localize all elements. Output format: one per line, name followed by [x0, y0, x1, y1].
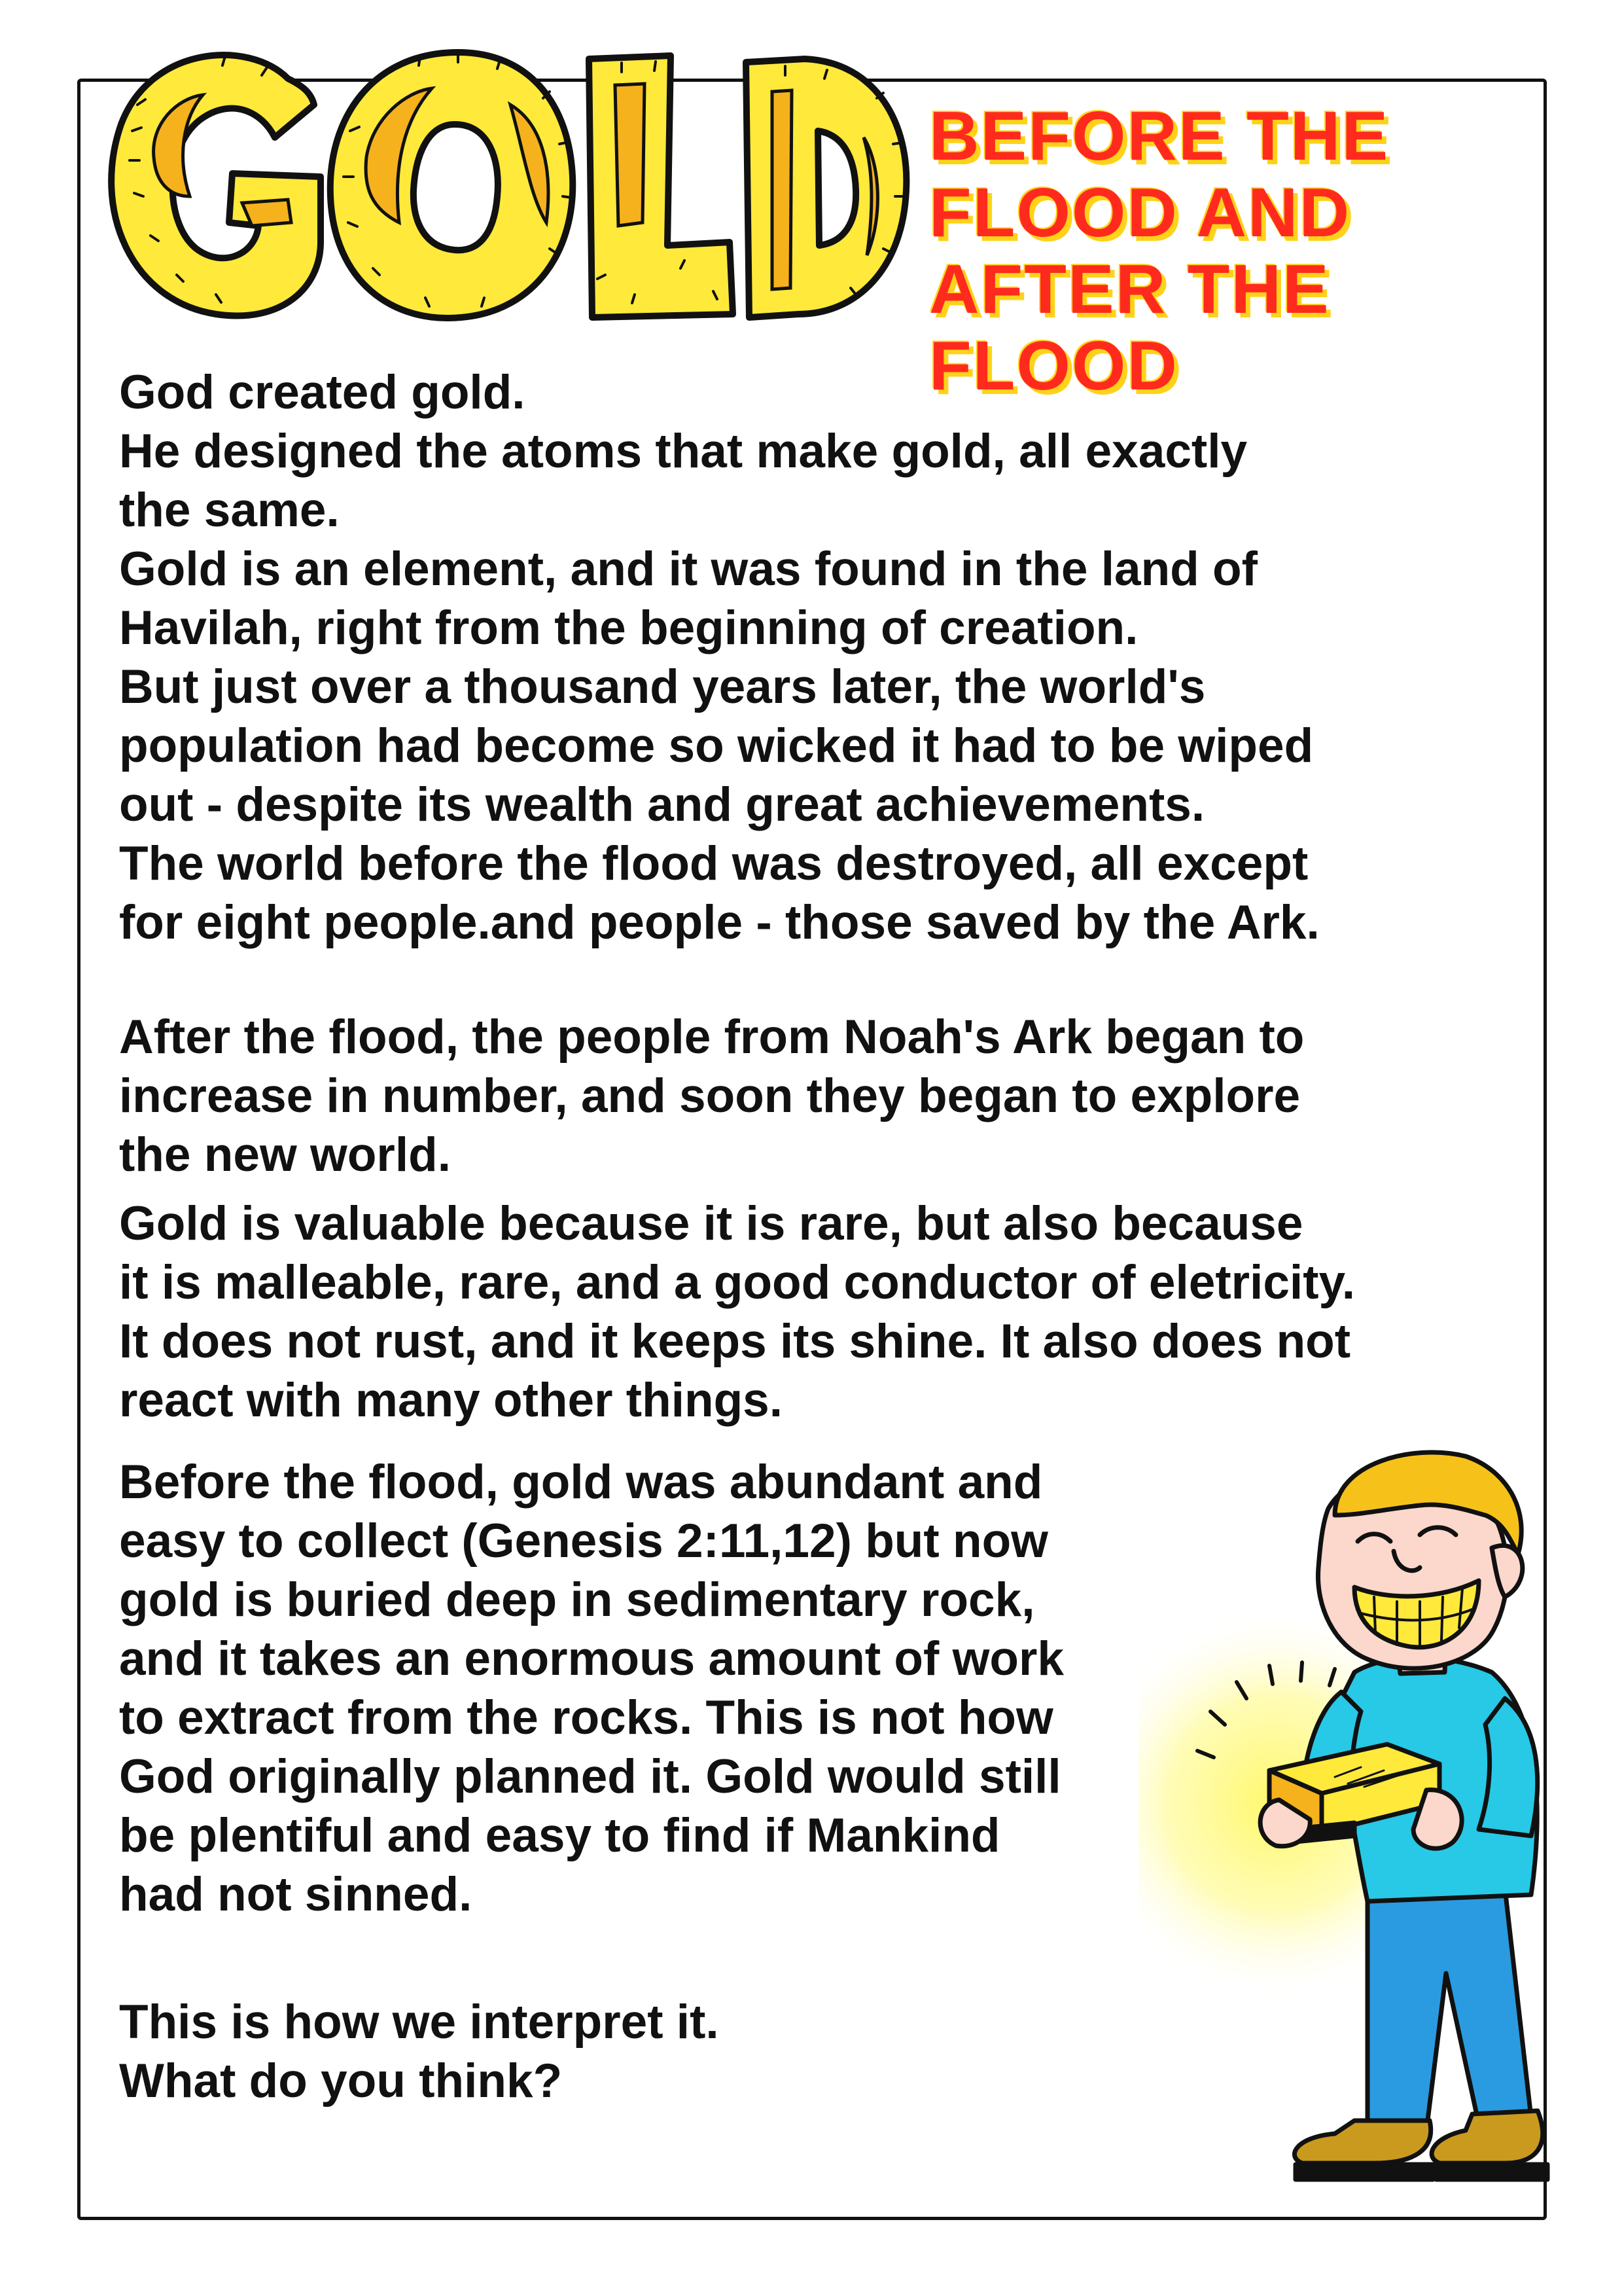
text-line: for eight people.and people - those saved by the Ark. — [119, 896, 1320, 949]
text-line: easy to collect (Genesis 2:11,12) but now — [119, 1515, 1048, 1568]
paragraph-closing — [119, 1993, 719, 2111]
logo-letter-l — [589, 56, 733, 317]
paragraph-after-flood — [119, 1008, 1304, 1185]
paragraph-creation — [119, 363, 1320, 952]
text-line: Havilah, right from the beginning of creation. — [119, 601, 1139, 655]
text-line: gold is buried deep in sedimentary rock, — [119, 1573, 1035, 1626]
text-line: to extract from the rocks. This is not how — [119, 1691, 1053, 1744]
text-line: What do you think? — [119, 2054, 563, 2108]
text-line: the new world. — [119, 1128, 451, 1181]
text-line: it is malleable, rare, and a good conductor of eletricity. — [119, 1256, 1355, 1309]
heading-line: FLOOD — [929, 327, 1178, 404]
text-line: The world before the flood was destroyed, all except — [119, 837, 1309, 890]
text-line: and it takes an enormous amount of work — [119, 1632, 1064, 1685]
heading-line: BEFORE THE — [929, 98, 1390, 175]
logo-letter-g — [111, 55, 321, 315]
text-line: This is how we interpret it. — [119, 1996, 719, 2049]
text-line: God created gold. — [119, 366, 525, 419]
text-line: react with many other things. — [119, 1374, 783, 1427]
text-line: increase in number, and soon they began to explore — [119, 1069, 1301, 1122]
text-line: But just over a thousand years later, the world's — [119, 660, 1206, 713]
paragraph-gold-value — [119, 1194, 1355, 1430]
text-line: God originally planned it. Gold would still — [119, 1750, 1061, 1803]
text-line: Gold is an element, and it was found in the land of — [119, 543, 1258, 596]
text-line: be plentiful and easy to find if Mankind — [119, 1809, 1000, 1862]
right-arm — [1479, 1698, 1538, 1836]
page-heading — [929, 98, 1597, 404]
jeans — [1368, 1888, 1531, 2130]
text-line: He designed the atoms that make gold, all exactly — [119, 425, 1248, 478]
text-line: Before the flood, gold was abundant and — [119, 1456, 1043, 1509]
gold-logo — [92, 26, 916, 334]
text-line: had not sinned. — [119, 1868, 472, 1921]
logo-letter-d — [746, 59, 906, 317]
text-line: It does not rust, and it keeps its shine. It also does not — [119, 1315, 1351, 1368]
heading-line: FLOOD AND — [929, 174, 1351, 251]
text-line: out - despite its wealth and great achievements. — [119, 778, 1205, 831]
left-boot — [1294, 2121, 1430, 2163]
boy-illustration — [1139, 1437, 1610, 2229]
right-boot — [1432, 2111, 1543, 2163]
text-line: the same. — [119, 484, 340, 537]
text-line: After the flood, the people from Noah's Ark began to — [119, 1011, 1305, 1064]
text-line: Gold is valuable because it is rare, but also because — [119, 1197, 1303, 1250]
heading-line: AFTER THE — [929, 251, 1330, 328]
text-line: population had become so wicked it had to be wiped — [119, 719, 1314, 772]
paragraph-before-flood — [119, 1453, 1064, 1924]
